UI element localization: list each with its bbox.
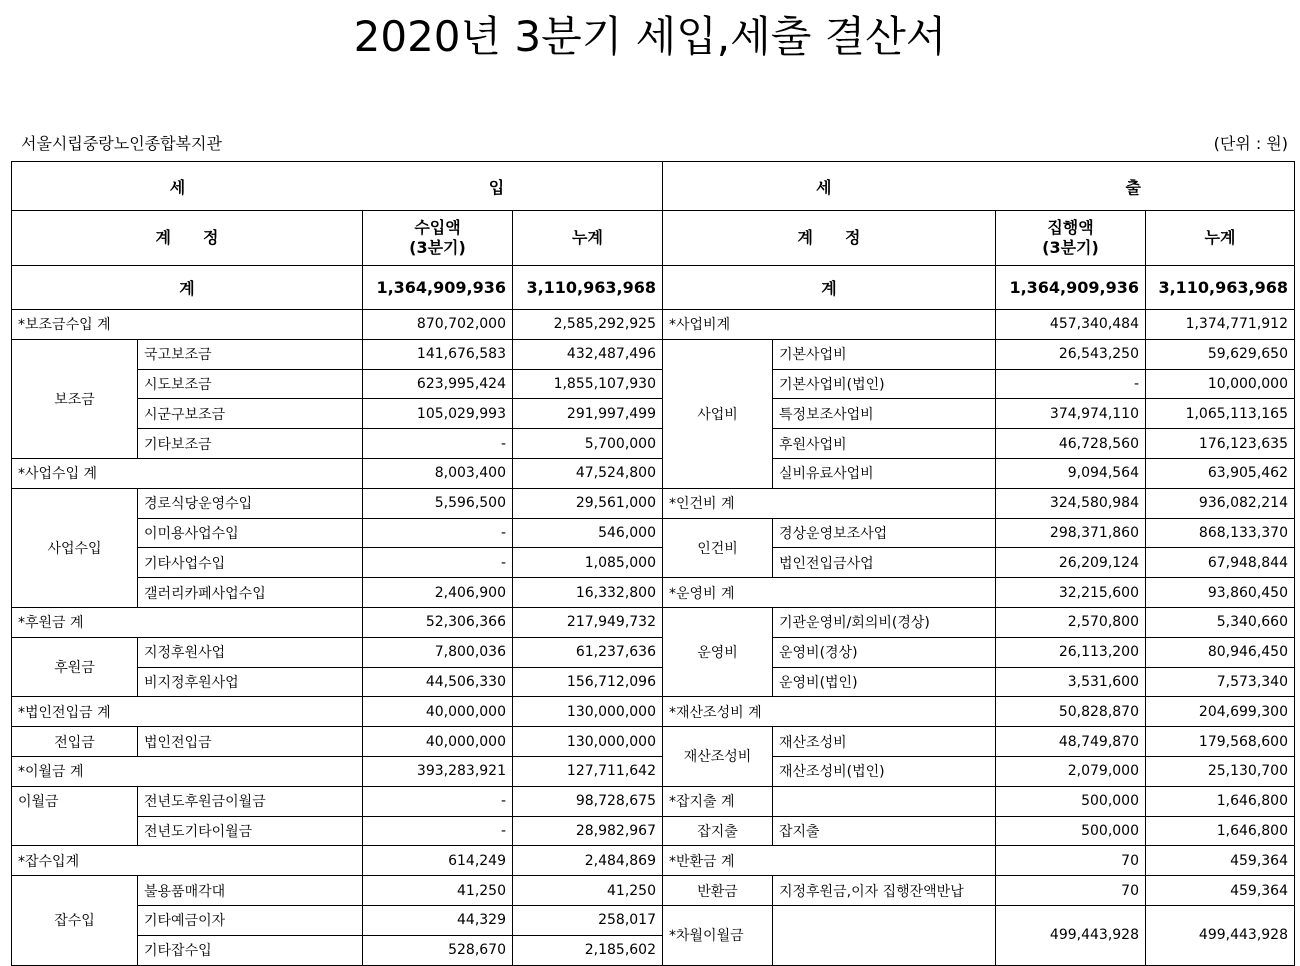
income-cumulative: 432,487,496 xyxy=(513,339,663,369)
budget-table xyxy=(11,161,1295,966)
expense-cumulative: 25,130,700 xyxy=(1146,756,1295,786)
expense-group-label: 반환금 xyxy=(663,876,773,906)
income-cumulative: 16,332,800 xyxy=(513,578,663,608)
income-cumulative: 5,700,000 xyxy=(513,429,663,459)
expense-cumulative: 459,364 xyxy=(1146,876,1295,906)
income-amount: 40,000,000 xyxy=(363,697,513,727)
expense-cumulative: 459,364 xyxy=(1146,846,1295,876)
income-item: 불용품매각대 xyxy=(138,876,363,906)
income-item: 기타사업수입 xyxy=(138,548,363,578)
expense-amount: 32,215,600 xyxy=(996,578,1146,608)
expense-item: 지정후원금,이자 집행잔액반납 xyxy=(773,876,996,906)
income-amount: 44,329 xyxy=(363,905,513,935)
table-row xyxy=(12,607,1295,637)
expense-cumulative: 868,133,370 xyxy=(1146,518,1295,548)
income-item: 국고보조금 xyxy=(138,339,363,369)
expense-cumulative: 936,082,214 xyxy=(1146,488,1295,518)
income-cumulative: 28,982,967 xyxy=(513,816,663,846)
income-item: 경로식당운영수입 xyxy=(138,488,363,518)
income-item: 시도보조금 xyxy=(138,369,363,399)
expense-section-header: 세 출 xyxy=(663,162,1295,211)
income-group-label: 잡수입 xyxy=(12,876,138,965)
expense-total-amount: 1,364,909,936 xyxy=(996,266,1146,310)
income-amount: 105,029,993 xyxy=(363,399,513,429)
expense-amount: 26,113,200 xyxy=(996,637,1146,667)
expense-amount: 2,570,800 xyxy=(996,607,1146,637)
expense-amount: 9,094,564 xyxy=(996,458,1146,488)
income-total-amount: 1,364,909,936 xyxy=(363,266,513,310)
income-cumulative: 258,017 xyxy=(513,905,663,935)
table-row xyxy=(12,310,1295,340)
income-amount: 141,676,583 xyxy=(363,339,513,369)
income-group-label: 후원금 xyxy=(12,637,138,697)
expense-category-total: *인건비 계 xyxy=(663,488,996,518)
expense-amount-header: 집행액 (3분기) xyxy=(996,211,1146,266)
income-group-label: 이월금 xyxy=(12,786,138,846)
expense-total-label: 계 xyxy=(663,266,996,310)
income-cumulative: 98,728,675 xyxy=(513,786,663,816)
income-item: 시군구보조금 xyxy=(138,399,363,429)
income-total-label: 계 xyxy=(12,266,363,310)
income-cumulative: 1,085,000 xyxy=(513,548,663,578)
income-amount: - xyxy=(363,548,513,578)
income-amount: - xyxy=(363,816,513,846)
income-category-total: *이월금 계 xyxy=(12,756,363,786)
expense-cumulative: 204,699,300 xyxy=(1146,697,1295,727)
table-row xyxy=(12,369,1295,399)
table-row xyxy=(12,876,1295,906)
expense-cumulative: 93,860,450 xyxy=(1146,578,1295,608)
table-row xyxy=(12,399,1295,429)
expense-account-header: 계 정 xyxy=(663,211,996,266)
income-group-label: 전입금 xyxy=(12,727,138,757)
header-row-columns xyxy=(12,211,1295,266)
income-cumulative: 127,711,642 xyxy=(513,756,663,786)
expense-amount: 26,209,124 xyxy=(996,548,1146,578)
totals-row xyxy=(12,266,1295,310)
income-amount: - xyxy=(363,429,513,459)
expense-item: 재산조성비(법인) xyxy=(773,756,996,786)
table-row xyxy=(12,578,1295,608)
expense-amount: 48,749,870 xyxy=(996,727,1146,757)
expense-item: 후원사업비 xyxy=(773,429,996,459)
expense-item: 경상운영보조사업 xyxy=(773,518,996,548)
expense-item: 실비유료사업비 xyxy=(773,458,996,488)
income-cumulative: 156,712,096 xyxy=(513,667,663,697)
expense-amount: 457,340,484 xyxy=(996,310,1146,340)
income-category-total: *후원금 계 xyxy=(12,607,363,637)
income-amount: 870,702,000 xyxy=(363,310,513,340)
expense-amount: 374,974,110 xyxy=(996,399,1146,429)
table-row xyxy=(12,667,1295,697)
table-row xyxy=(12,846,1295,876)
expense-total-cumulative: 3,110,963,968 xyxy=(1146,266,1295,310)
income-item: 전년도후원금이월금 xyxy=(138,786,363,816)
expense-group-label: 사업비 xyxy=(663,339,773,488)
income-item: 비지정후원사업 xyxy=(138,667,363,697)
income-total-cumulative: 3,110,963,968 xyxy=(513,266,663,310)
table-row xyxy=(12,756,1295,786)
income-amount: 8,003,400 xyxy=(363,458,513,488)
expense-item: 잡지출 xyxy=(773,816,996,846)
expense-cumulative: 1,646,800 xyxy=(1146,816,1295,846)
expense-cumulative: 63,905,462 xyxy=(1146,458,1295,488)
income-cumulative: 41,250 xyxy=(513,876,663,906)
income-cumulative: 546,000 xyxy=(513,518,663,548)
expense-amount: 46,728,560 xyxy=(996,429,1146,459)
expense-cumulative: 1,065,113,165 xyxy=(1146,399,1295,429)
expense-group-label: 운영비 xyxy=(663,607,773,696)
table-row xyxy=(12,905,1295,935)
income-cumulative: 61,237,636 xyxy=(513,637,663,667)
table-row xyxy=(12,458,1295,488)
expense-cumulative: 80,946,450 xyxy=(1146,637,1295,667)
expense-amount: - xyxy=(996,369,1146,399)
organization-name: 서울시립중랑노인종합복지관 xyxy=(21,134,222,153)
table-row xyxy=(12,786,1295,816)
expense-group-label: 인건비 xyxy=(663,518,773,578)
expense-amount: 50,828,870 xyxy=(996,697,1146,727)
income-cumulative: 47,524,800 xyxy=(513,458,663,488)
income-cumulative: 2,185,602 xyxy=(513,935,663,965)
expense-cumulative: 179,568,600 xyxy=(1146,727,1295,757)
income-cumulative-header: 누계 xyxy=(513,211,663,266)
expense-amount: 3,531,600 xyxy=(996,667,1146,697)
income-group-label: 보조금 xyxy=(12,339,138,458)
income-item: 갤러리카페사업수입 xyxy=(138,578,363,608)
income-cumulative: 2,484,869 xyxy=(513,846,663,876)
expense-item-empty xyxy=(773,786,996,816)
income-cumulative: 291,997,499 xyxy=(513,399,663,429)
table-row xyxy=(12,816,1295,846)
expense-amount: 499,443,928 xyxy=(996,905,1146,965)
income-account-header: 계 정 xyxy=(12,211,363,266)
expense-amount: 26,543,250 xyxy=(996,339,1146,369)
income-amount: 393,283,921 xyxy=(363,756,513,786)
expense-cumulative: 10,000,000 xyxy=(1146,369,1295,399)
expense-item: 특정보조사업비 xyxy=(773,399,996,429)
table-row xyxy=(12,548,1295,578)
table-row xyxy=(12,429,1295,459)
page-title: 2020년 3분기 세입,세출 결산서 xyxy=(353,12,947,61)
expense-group-label: 재산조성비 xyxy=(663,727,773,787)
expense-cumulative: 1,646,800 xyxy=(1146,786,1295,816)
expense-amount: 2,079,000 xyxy=(996,756,1146,786)
income-cumulative: 29,561,000 xyxy=(513,488,663,518)
income-cumulative: 1,855,107,930 xyxy=(513,369,663,399)
income-cumulative: 130,000,000 xyxy=(513,697,663,727)
expense-cumulative: 176,123,635 xyxy=(1146,429,1295,459)
table-row xyxy=(12,518,1295,548)
expense-cumulative: 67,948,844 xyxy=(1146,548,1295,578)
income-item: 기타잡수입 xyxy=(138,935,363,965)
income-item: 지정후원사업 xyxy=(138,637,363,667)
income-amount: 41,250 xyxy=(363,876,513,906)
expense-cumulative: 1,374,771,912 xyxy=(1146,310,1295,340)
expense-category-total: *사업비계 xyxy=(663,310,996,340)
expense-category-total: *재산조성비 계 xyxy=(663,697,996,727)
table-row xyxy=(12,697,1295,727)
expense-item: 재산조성비 xyxy=(773,727,996,757)
expense-item: 기본사업비 xyxy=(773,339,996,369)
expense-item: 법인전입금사업 xyxy=(773,548,996,578)
income-cumulative: 217,949,732 xyxy=(513,607,663,637)
expense-cumulative: 499,443,928 xyxy=(1146,905,1295,965)
income-amount: 52,306,366 xyxy=(363,607,513,637)
expense-category-total: *반환금 계 xyxy=(663,846,996,876)
expense-cumulative: 5,340,660 xyxy=(1146,607,1295,637)
income-amount: 7,800,036 xyxy=(363,637,513,667)
table-row xyxy=(12,727,1295,757)
income-cumulative: 2,585,292,925 xyxy=(513,310,663,340)
income-section-header: 세 입 xyxy=(12,162,663,211)
expense-category-total: *잡지출 계 xyxy=(663,786,773,816)
income-item: 이미용사업수입 xyxy=(138,518,363,548)
expense-amount: 70 xyxy=(996,876,1146,906)
income-amount: 40,000,000 xyxy=(363,727,513,757)
expense-amount: 500,000 xyxy=(996,786,1146,816)
income-amount: 2,406,900 xyxy=(363,578,513,608)
income-cumulative: 130,000,000 xyxy=(513,727,663,757)
income-item: 기타예금이자 xyxy=(138,905,363,935)
header-row-section xyxy=(12,162,1295,211)
income-amount: - xyxy=(363,786,513,816)
expense-amount: 324,580,984 xyxy=(996,488,1146,518)
income-amount: 623,995,424 xyxy=(363,369,513,399)
income-item: 전년도기타이월금 xyxy=(138,816,363,846)
income-item: 법인전입금 xyxy=(138,727,363,757)
income-category-total: *법인전입금 계 xyxy=(12,697,363,727)
income-amount: 44,506,330 xyxy=(363,667,513,697)
expense-item: 기관운영비/회의비(경상) xyxy=(773,607,996,637)
expense-item: 운영비(경상) xyxy=(773,637,996,667)
income-amount-header: 수입액 (3분기) xyxy=(363,211,513,266)
expense-item: 운영비(법인) xyxy=(773,667,996,697)
expense-category-total: *차월이월금 xyxy=(663,905,773,965)
income-amount: 5,596,500 xyxy=(363,488,513,518)
income-amount: - xyxy=(363,518,513,548)
expense-cumulative-header: 누계 xyxy=(1146,211,1295,266)
expense-group-label: 잡지출 xyxy=(663,816,773,846)
income-group-label: 사업수입 xyxy=(12,488,138,607)
income-category-total: *보조금수입 계 xyxy=(12,310,363,340)
income-amount: 614,249 xyxy=(363,846,513,876)
expense-amount: 500,000 xyxy=(996,816,1146,846)
unit-label: (단위 : 원) xyxy=(1213,134,1288,153)
expense-category-total: *운영비 계 xyxy=(663,578,996,608)
expense-amount: 298,371,860 xyxy=(996,518,1146,548)
table-row xyxy=(12,488,1295,518)
expense-item-empty xyxy=(773,905,996,965)
expense-cumulative: 59,629,650 xyxy=(1146,339,1295,369)
income-item: 기타보조금 xyxy=(138,429,363,459)
income-category-total: *잡수입계 xyxy=(12,846,363,876)
income-category-total: *사업수입 계 xyxy=(12,458,363,488)
income-amount: 528,670 xyxy=(363,935,513,965)
expense-cumulative: 7,573,340 xyxy=(1146,667,1295,697)
table-row xyxy=(12,339,1295,369)
expense-amount: 70 xyxy=(996,846,1146,876)
expense-item: 기본사업비(법인) xyxy=(773,369,996,399)
table-row xyxy=(12,637,1295,667)
